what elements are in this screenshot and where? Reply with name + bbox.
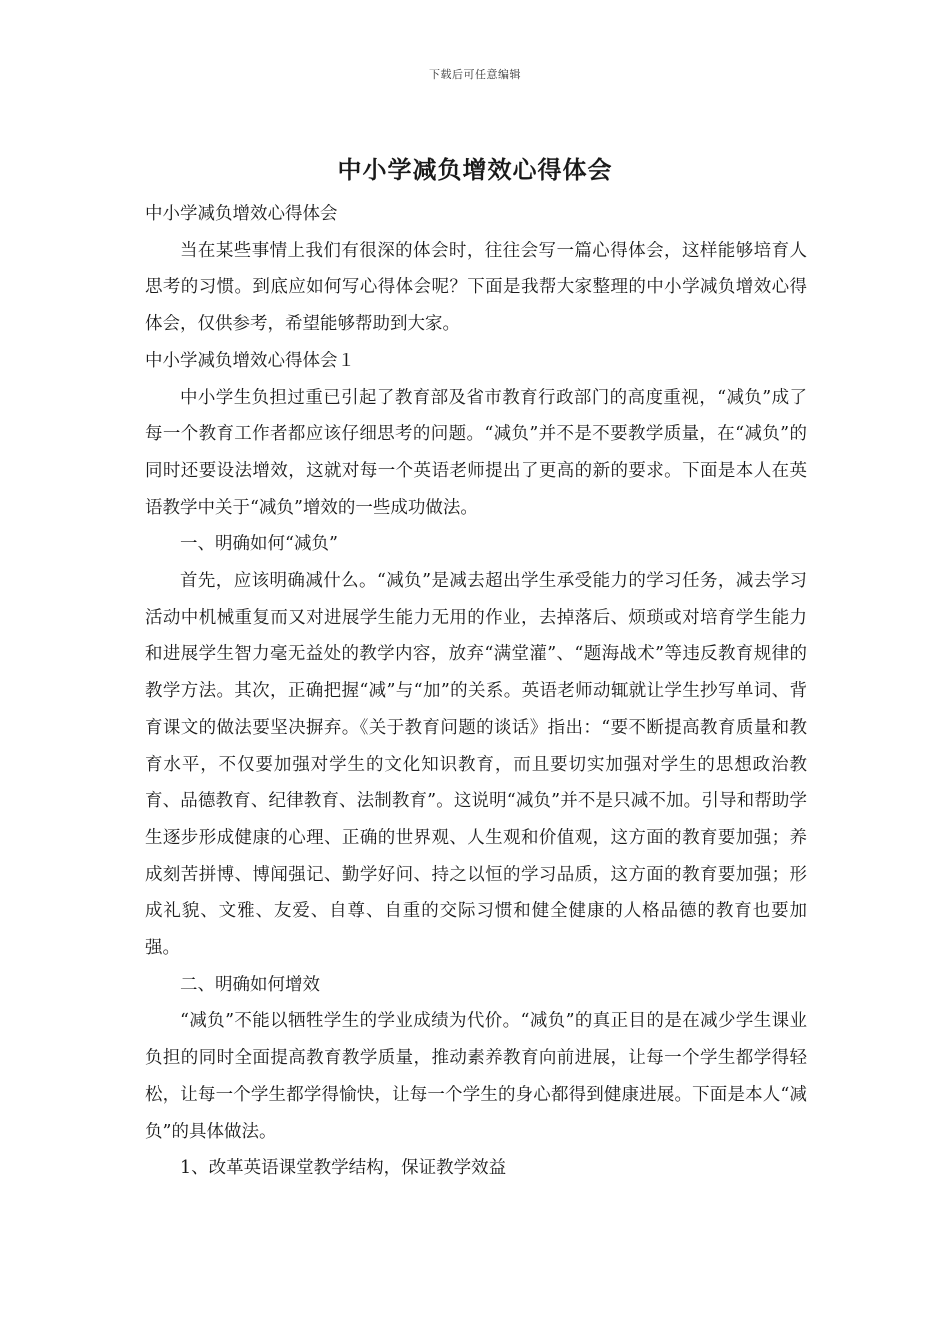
subsection-heading: 1、改革英语课堂教学结构，保证教学效益 — [180, 1158, 507, 1179]
paragraph: 中小学生负担过重已引起了教育部及省市教育行政部门的高度重视，“减负”成了每一个教育工作者都应该仔细思考的问题。“减负”并不是不要教学质量，在“减负”的同时还要设法增效，这就对每一个英语老师提出了更高的新的要求。下面是本人在英语教学中关于“减负”增效的一些成功做法。 — [145, 387, 807, 518]
section-heading: 二、明确如何增效 — [180, 974, 320, 995]
header-note: 下载后可任意编辑 — [429, 68, 521, 81]
paragraph: “减负”不能以牺牲学生的学业成绩为代价。“减负”的真正目的是在减少学生课业负担的同时全面提高教育教学质量，推动素养教育向前进展，让每一个学生都学得轻松，让每一个学生都学得愉快，让每一个学生的身心都得到健康进展。下面是本人“减负”的具体做法。 — [145, 1011, 807, 1142]
paragraph: 中小学减负增效心得体会 — [145, 204, 338, 224]
paragraph: 首先，应该明确减什么。“减负”是减去超出学生承受能力的学习任务，减去学习活动中机械重复而又对进展学生能力无用的作业，去掉落后、烦琐或对培育学生能力和进展学生智力毫无益处的教学内容，放弃“满堂灌”、“题海战术”等违反教育规律的教学方法。其次，正确把握“减”与“加”的关系。英语老师动辄就让学生抄写单词、背育课文的做法要坚决摒弃。《关于教育问题的谈话》指出：“要不断提高教育质量和教育水平，不仅要加强对学生的文化知识教育，而且要切实加强对学生的思想政治教育、品德教育、纪律教育、法制教育”。这说明“减负”并不是只减不加。引导和帮助学生逐步形成健康的心理、正确的世界观、人生观和价值观，这方面的教育要加强；养成刻苦拼博、博闻强记、勤学好问、持之以恒的学习品质，这方面的教育要加强；形成礼貌、文雅、友爱、自尊、自重的交际习惯和健全健康的人格品德的教育也要加强。 — [145, 571, 807, 959]
document-title: 中小学减负增效心得体会 — [337, 155, 613, 184]
paragraph: 当在某些事情上我们有很深的体会时，往往会写一篇心得体会，这样能够培育人思考的习惯。到底应如何写心得体会呢？下面是我帮大家整理的中小学减负增效心得体会，仅供参考，希望能够帮助到大家。 — [145, 240, 807, 335]
document-body — [145, 196, 807, 1187]
paragraph: 中小学减负增效心得体会１ — [145, 350, 355, 371]
section-heading: 一、明确如何“减负” — [180, 534, 338, 555]
